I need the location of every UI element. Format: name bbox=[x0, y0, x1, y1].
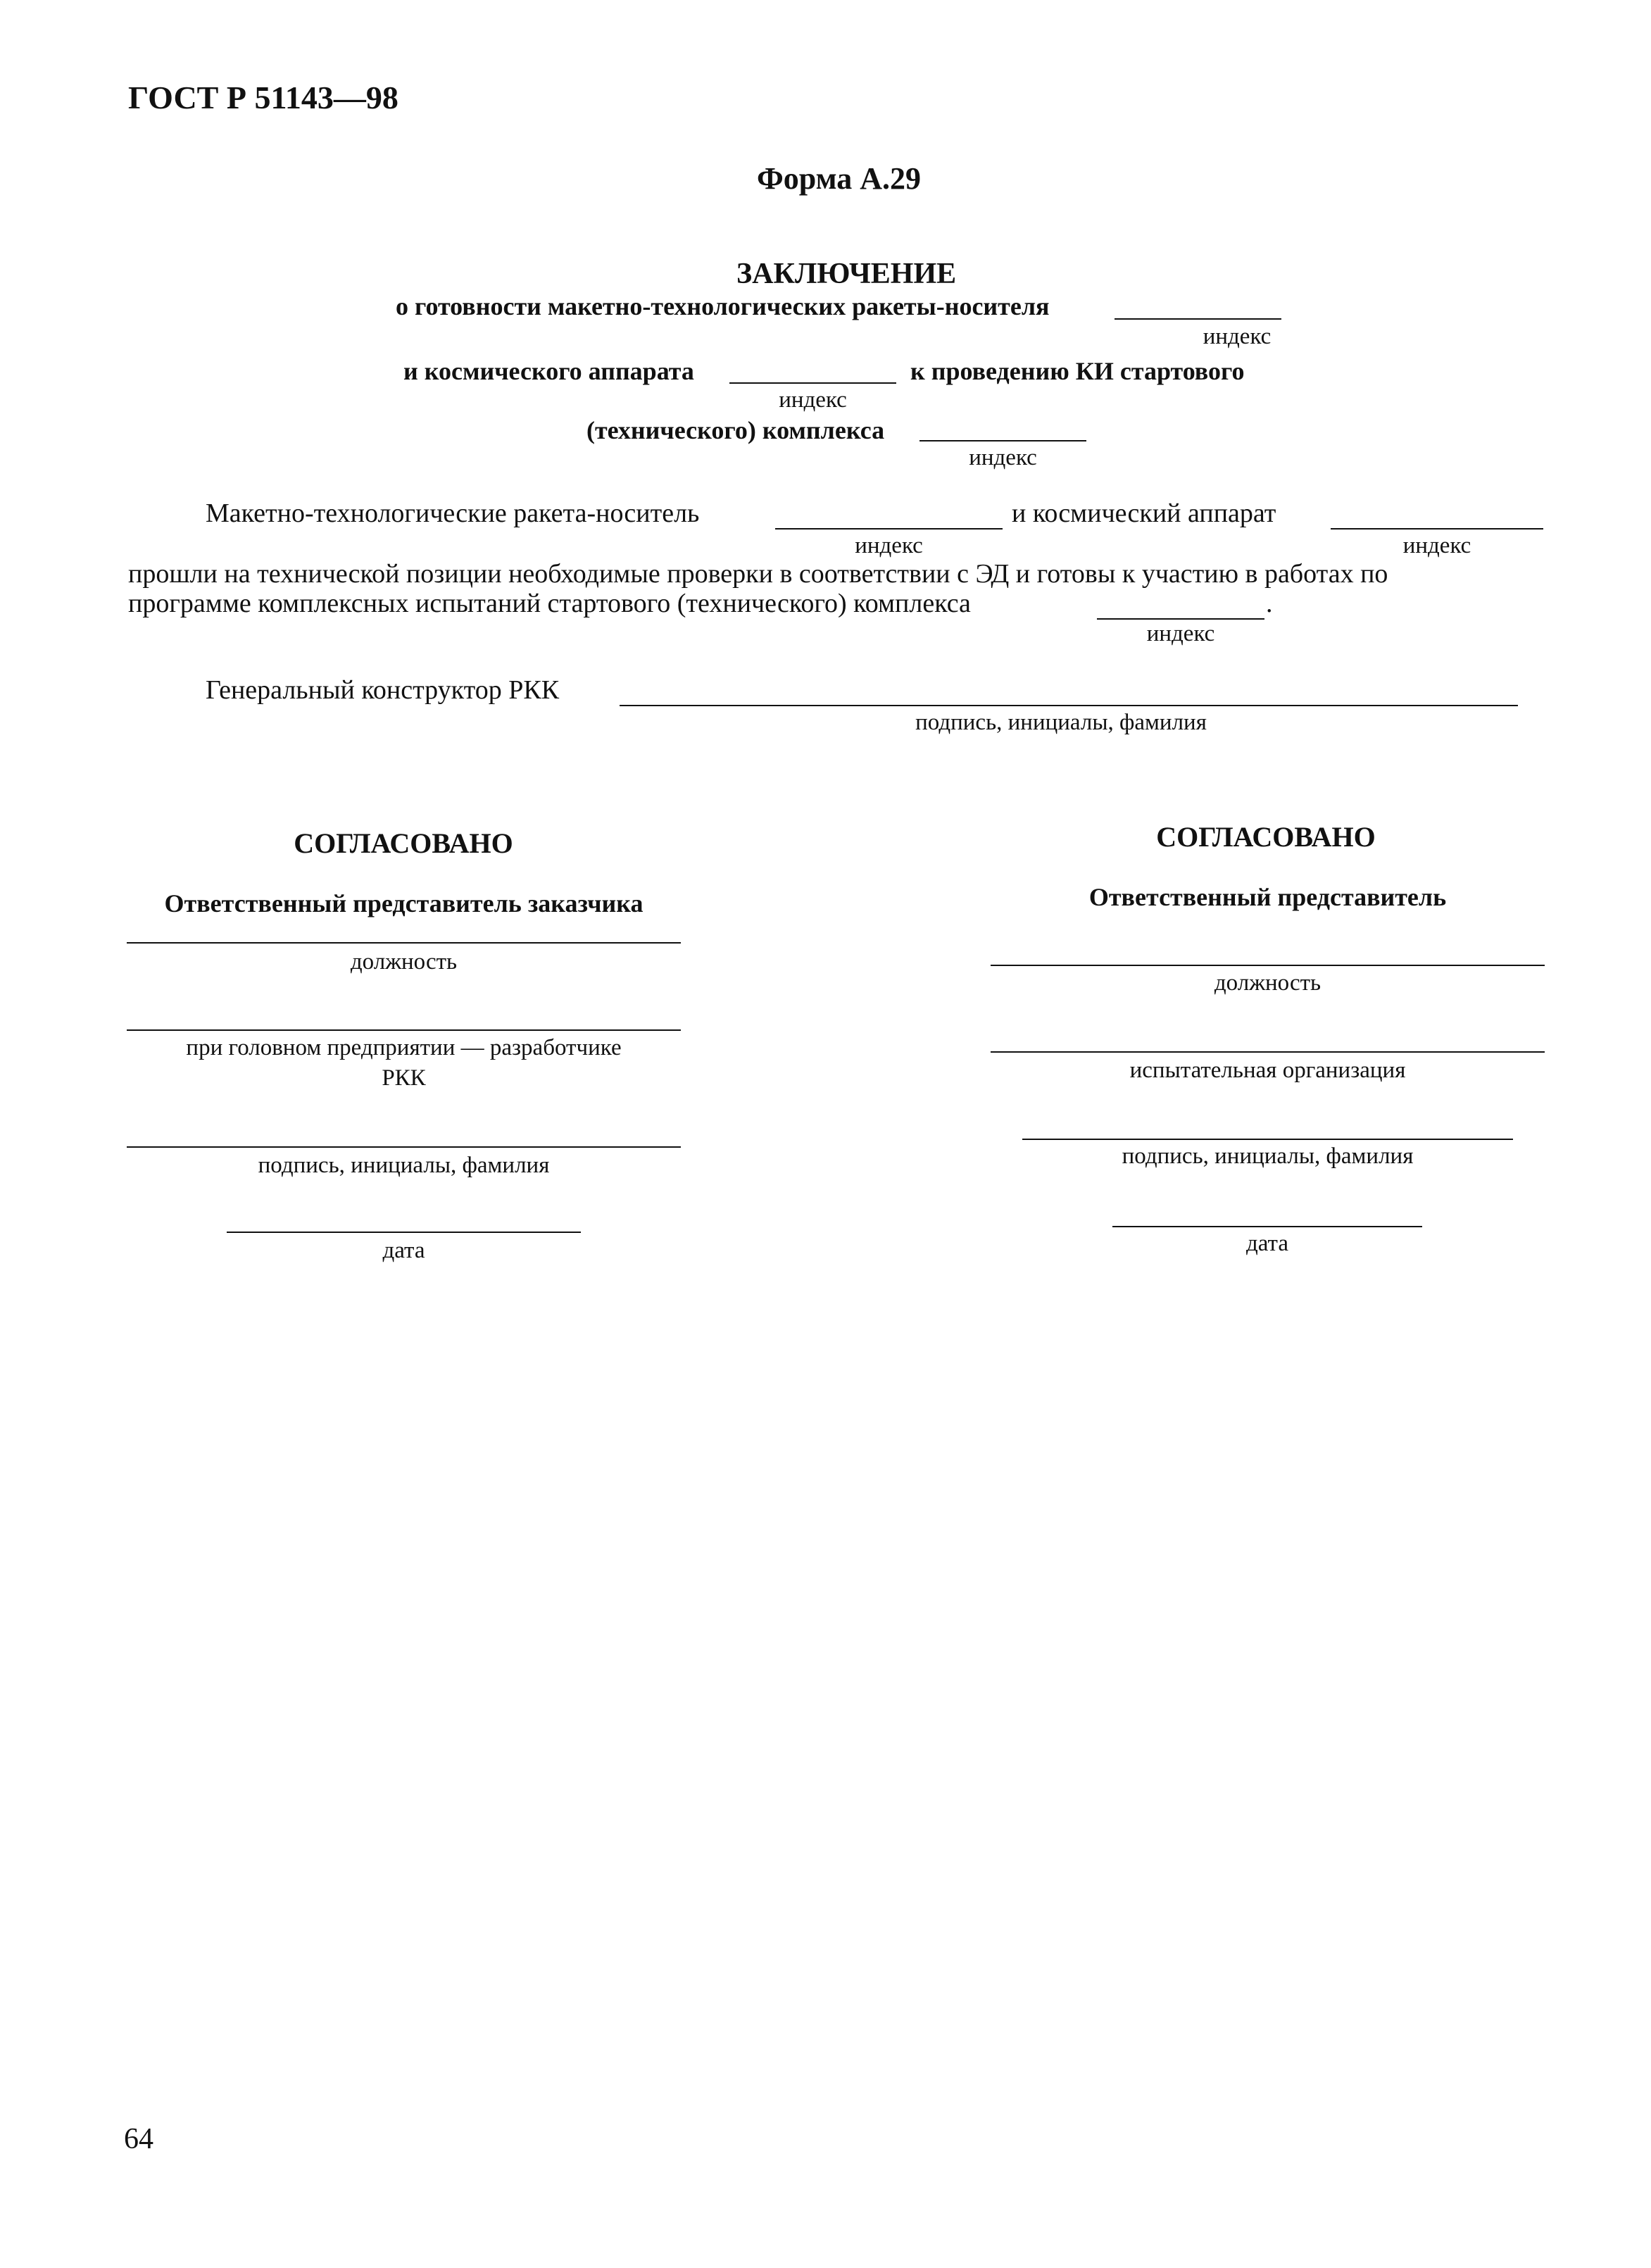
approval-left-position-line[interactable] bbox=[127, 942, 681, 944]
body-line-1b: и космический аппарат bbox=[1012, 499, 1276, 528]
body-spacecraft-index-caption: индекс bbox=[1402, 533, 1471, 558]
conclusion-line-1: о готовности макетно-технологических ракеты-носителя bbox=[396, 292, 1050, 320]
body-complex-index-line[interactable] bbox=[1097, 618, 1264, 620]
approval-right-position-line[interactable] bbox=[991, 965, 1545, 966]
approval-right-subtitle: Ответственный представитель bbox=[1088, 883, 1447, 911]
body-rocket-index-caption: индекс bbox=[855, 533, 923, 558]
spacecraft-index-caption: индекс bbox=[779, 387, 847, 413]
body-spacecraft-index-line[interactable] bbox=[1331, 528, 1543, 530]
body-complex-index-caption: индекс bbox=[1146, 621, 1215, 646]
body-rocket-index-line[interactable] bbox=[775, 528, 1003, 530]
complex-index-line[interactable] bbox=[919, 440, 1086, 441]
approval-left-date-caption: дата bbox=[382, 1238, 425, 1263]
approval-left-date-line[interactable] bbox=[227, 1232, 581, 1233]
body-line-3-end: . bbox=[1266, 589, 1273, 618]
approval-left-position-caption: должность bbox=[350, 949, 458, 975]
rocket-index-caption: индекс bbox=[1203, 324, 1272, 349]
approval-right-title: СОГЛАСОВАНО bbox=[1156, 821, 1376, 853]
standard-number: ГОСТ Р 51143—98 bbox=[128, 80, 398, 115]
approval-left-enterprise-line[interactable] bbox=[127, 1029, 681, 1031]
form-title: Форма А.29 bbox=[757, 161, 922, 196]
approval-right-position-caption: должность bbox=[1214, 970, 1322, 996]
approval-left-title: СОГЛАСОВАНО bbox=[294, 827, 513, 859]
rocket-index-line[interactable] bbox=[1115, 318, 1281, 320]
conclusion-line-2b: к проведению КИ стартового bbox=[910, 357, 1245, 385]
body-line-1a: Макетно-технологические ракета-носитель bbox=[206, 499, 700, 528]
body-line-2: прошли на технической позиции необходимые проверки в соответствии с ЭД и готовы к участию в работах по bbox=[128, 559, 1388, 589]
page-number: 64 bbox=[124, 2123, 153, 2155]
approval-right-date-line[interactable] bbox=[1112, 1226, 1422, 1227]
approval-left-enterprise-caption-2: РКК bbox=[382, 1065, 426, 1091]
approval-right-org-caption: испытательная организация bbox=[1129, 1058, 1406, 1083]
complex-index-caption: индекс bbox=[969, 445, 1037, 470]
general-designer-caption: подпись, инициалы, фамилия bbox=[915, 710, 1207, 735]
conclusion-line-3: (технического) комплекса bbox=[586, 416, 885, 444]
approval-left-enterprise-caption: при головном предприятии — разработчике bbox=[186, 1035, 622, 1060]
approval-right-signature-line[interactable] bbox=[1022, 1139, 1513, 1140]
conclusion-title: ЗАКЛЮЧЕНИЕ bbox=[736, 258, 957, 290]
approval-right-org-line[interactable] bbox=[991, 1051, 1545, 1053]
approval-left-signature-caption: подпись, инициалы, фамилия bbox=[258, 1153, 550, 1178]
approval-right-date-caption: дата bbox=[1245, 1231, 1289, 1256]
spacecraft-index-line[interactable] bbox=[729, 382, 896, 384]
approval-left-subtitle: Ответственный представитель заказчика bbox=[164, 889, 644, 917]
general-designer-signature-line[interactable] bbox=[620, 705, 1518, 706]
conclusion-line-2a: и космического аппарата bbox=[403, 357, 694, 385]
body-line-3: программе комплексных испытаний стартового (технического) комплекса bbox=[128, 589, 971, 618]
approval-left-signature-line[interactable] bbox=[127, 1146, 681, 1148]
general-designer-label: Генеральный конструктор РКК bbox=[206, 675, 560, 705]
approval-right-signature-caption: подпись, инициалы, фамилия bbox=[1122, 1144, 1414, 1169]
